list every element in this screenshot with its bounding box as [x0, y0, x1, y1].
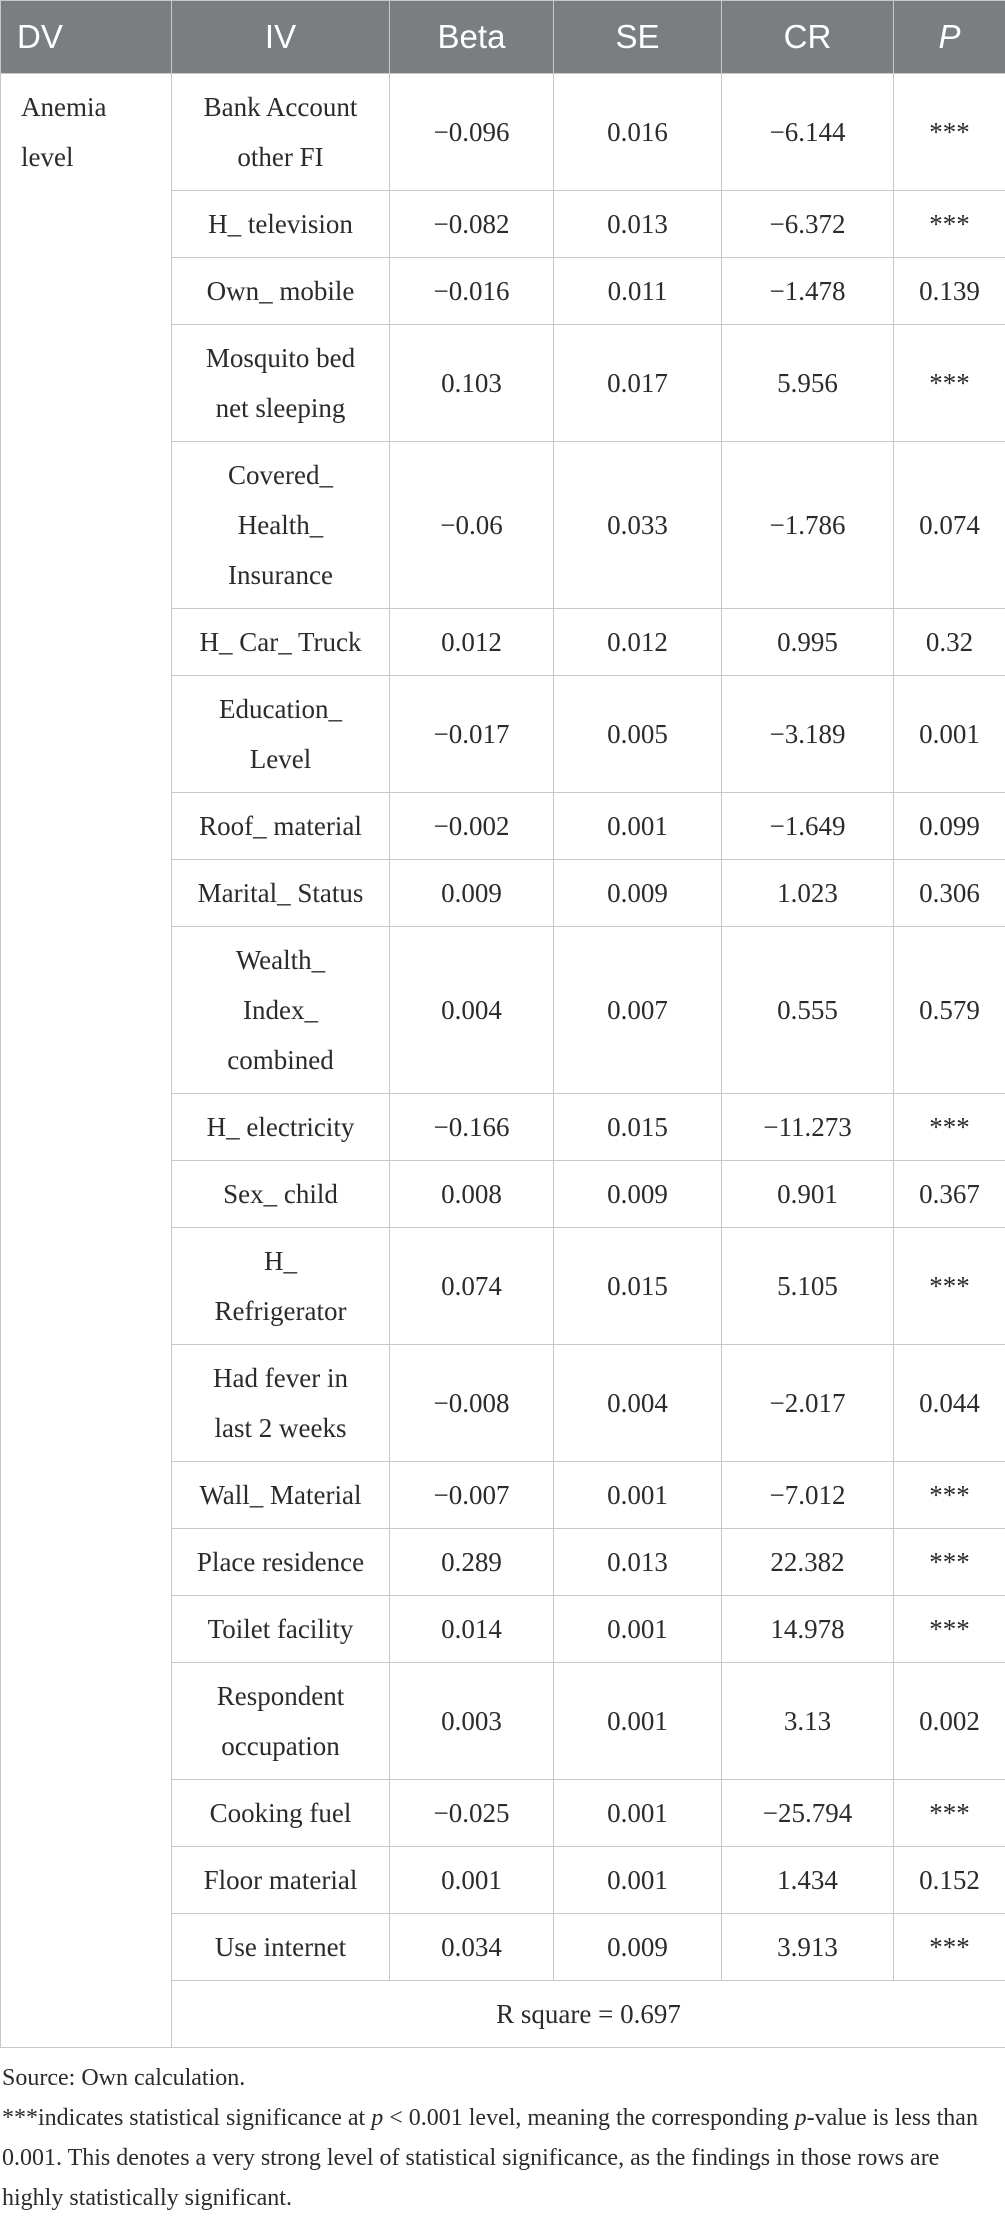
- iv-cell: Cooking fuel: [172, 1780, 390, 1847]
- source-note: Source: Own calculation.: [2, 2058, 1003, 2098]
- iv-cell: Sex_ child: [172, 1161, 390, 1228]
- se-cell: 0.013: [554, 191, 722, 258]
- iv-cell: H_ electricity: [172, 1094, 390, 1161]
- cr-cell: 5.105: [722, 1228, 894, 1345]
- p-cell: 0.579: [894, 927, 1005, 1094]
- p-cell: ***: [894, 1596, 1005, 1663]
- iv-cell: Bank Account other FI: [172, 74, 390, 191]
- header-beta: Beta: [390, 1, 554, 74]
- cr-cell: −11.273: [722, 1094, 894, 1161]
- se-cell: 0.015: [554, 1094, 722, 1161]
- p-cell: ***: [894, 1462, 1005, 1529]
- iv-cell: H_ Car_ Truck: [172, 609, 390, 676]
- se-cell: 0.012: [554, 609, 722, 676]
- beta-cell: −0.06: [390, 442, 554, 609]
- cr-cell: −6.372: [722, 191, 894, 258]
- p-cell: 0.32: [894, 609, 1005, 676]
- se-cell: 0.009: [554, 860, 722, 927]
- se-cell: 0.009: [554, 1914, 722, 1981]
- beta-cell: 0.004: [390, 927, 554, 1094]
- p-cell: 0.099: [894, 793, 1005, 860]
- se-cell: 0.017: [554, 325, 722, 442]
- p-cell: 0.306: [894, 860, 1005, 927]
- header-dv: DV: [1, 1, 172, 74]
- table-header-row: [1, 1, 1005, 74]
- se-cell: 0.004: [554, 1345, 722, 1462]
- se-cell: 0.016: [554, 74, 722, 191]
- se-cell: 0.005: [554, 676, 722, 793]
- iv-cell: Had fever in last 2 weeks: [172, 1345, 390, 1462]
- beta-cell: 0.103: [390, 325, 554, 442]
- significance-text-1: ***indicates statistical significance at: [2, 2105, 371, 2131]
- se-cell: 0.001: [554, 1596, 722, 1663]
- p-cell: ***: [894, 1529, 1005, 1596]
- beta-cell: −0.025: [390, 1780, 554, 1847]
- se-cell: 0.011: [554, 258, 722, 325]
- iv-cell: Covered_ Health_ Insurance: [172, 442, 390, 609]
- cr-cell: 5.956: [722, 325, 894, 442]
- p-cell: 0.001: [894, 676, 1005, 793]
- cr-cell: 0.995: [722, 609, 894, 676]
- se-cell: 0.015: [554, 1228, 722, 1345]
- iv-cell: Mosquito bed net sleeping: [172, 325, 390, 442]
- p-cell: ***: [894, 1228, 1005, 1345]
- significance-p-2: p: [795, 2105, 807, 2131]
- beta-cell: −0.002: [390, 793, 554, 860]
- table-notes: [0, 2058, 1005, 2218]
- se-cell: 0.001: [554, 1780, 722, 1847]
- p-cell: ***: [894, 1914, 1005, 1981]
- p-cell: ***: [894, 1780, 1005, 1847]
- beta-cell: 0.289: [390, 1529, 554, 1596]
- beta-cell: 0.074: [390, 1228, 554, 1345]
- beta-cell: 0.003: [390, 1663, 554, 1780]
- se-cell: 0.001: [554, 1663, 722, 1780]
- p-cell: 0.139: [894, 258, 1005, 325]
- cr-cell: −3.189: [722, 676, 894, 793]
- significance-note: [2, 2098, 1003, 2218]
- se-cell: 0.007: [554, 927, 722, 1094]
- p-cell: 0.152: [894, 1847, 1005, 1914]
- beta-cell: 0.012: [390, 609, 554, 676]
- cr-cell: −2.017: [722, 1345, 894, 1462]
- iv-cell: Place residence: [172, 1529, 390, 1596]
- header-p: P: [894, 1, 1005, 74]
- cr-cell: −6.144: [722, 74, 894, 191]
- iv-cell: Toilet facility: [172, 1596, 390, 1663]
- p-cell: ***: [894, 191, 1005, 258]
- beta-cell: −0.016: [390, 258, 554, 325]
- p-cell: ***: [894, 1094, 1005, 1161]
- se-cell: 0.001: [554, 793, 722, 860]
- header-iv: IV: [172, 1, 390, 74]
- cr-cell: 3.13: [722, 1663, 894, 1780]
- cr-cell: −25.794: [722, 1780, 894, 1847]
- iv-cell: Wealth_ Index_ combined: [172, 927, 390, 1094]
- beta-cell: 0.014: [390, 1596, 554, 1663]
- table-row: [1, 74, 1005, 191]
- p-cell: 0.074: [894, 442, 1005, 609]
- beta-cell: −0.008: [390, 1345, 554, 1462]
- beta-cell: 0.034: [390, 1914, 554, 1981]
- significance-text-2: < 0.001 level, meaning the corresponding: [383, 2105, 794, 2131]
- beta-cell: −0.017: [390, 676, 554, 793]
- iv-cell: Respondent occupation: [172, 1663, 390, 1780]
- beta-cell: 0.008: [390, 1161, 554, 1228]
- iv-cell: Floor material: [172, 1847, 390, 1914]
- beta-cell: 0.009: [390, 860, 554, 927]
- beta-cell: −0.166: [390, 1094, 554, 1161]
- header-se: SE: [554, 1, 722, 74]
- table-body: [1, 74, 1005, 2048]
- beta-cell: −0.082: [390, 191, 554, 258]
- iv-cell: Marital_ Status: [172, 860, 390, 927]
- cr-cell: 14.978: [722, 1596, 894, 1663]
- iv-cell: H_ television: [172, 191, 390, 258]
- beta-cell: 0.001: [390, 1847, 554, 1914]
- cr-cell: 22.382: [722, 1529, 894, 1596]
- p-cell: ***: [894, 74, 1005, 191]
- dv-cell: Anemia level: [1, 74, 172, 2048]
- se-cell: 0.033: [554, 442, 722, 609]
- p-cell: ***: [894, 325, 1005, 442]
- se-cell: 0.013: [554, 1529, 722, 1596]
- iv-cell: Roof_ material: [172, 793, 390, 860]
- significance-text-3: -value is less than 0.001. This denotes a very strong level of statistical significance, as the findings in those rows are highly statistically significant.: [2, 2105, 978, 2211]
- cr-cell: −1.649: [722, 793, 894, 860]
- iv-cell: Own_ mobile: [172, 258, 390, 325]
- significance-p-1: p: [371, 2105, 383, 2131]
- cr-cell: −1.478: [722, 258, 894, 325]
- p-cell: 0.367: [894, 1161, 1005, 1228]
- cr-cell: 0.555: [722, 927, 894, 1094]
- header-cr: CR: [722, 1, 894, 74]
- cr-cell: 1.434: [722, 1847, 894, 1914]
- beta-cell: −0.096: [390, 74, 554, 191]
- se-cell: 0.001: [554, 1847, 722, 1914]
- iv-cell: H_ Refrigerator: [172, 1228, 390, 1345]
- beta-cell: −0.007: [390, 1462, 554, 1529]
- cr-cell: 3.913: [722, 1914, 894, 1981]
- r-square-cell: R square = 0.697: [172, 1981, 1005, 2048]
- cr-cell: −1.786: [722, 442, 894, 609]
- se-cell: 0.001: [554, 1462, 722, 1529]
- cr-cell: 0.901: [722, 1161, 894, 1228]
- iv-cell: Wall_ Material: [172, 1462, 390, 1529]
- iv-cell: Education_ Level: [172, 676, 390, 793]
- p-cell: 0.044: [894, 1345, 1005, 1462]
- cr-cell: −7.012: [722, 1462, 894, 1529]
- se-cell: 0.009: [554, 1161, 722, 1228]
- iv-cell: Use internet: [172, 1914, 390, 1981]
- cr-cell: 1.023: [722, 860, 894, 927]
- p-cell: 0.002: [894, 1663, 1005, 1780]
